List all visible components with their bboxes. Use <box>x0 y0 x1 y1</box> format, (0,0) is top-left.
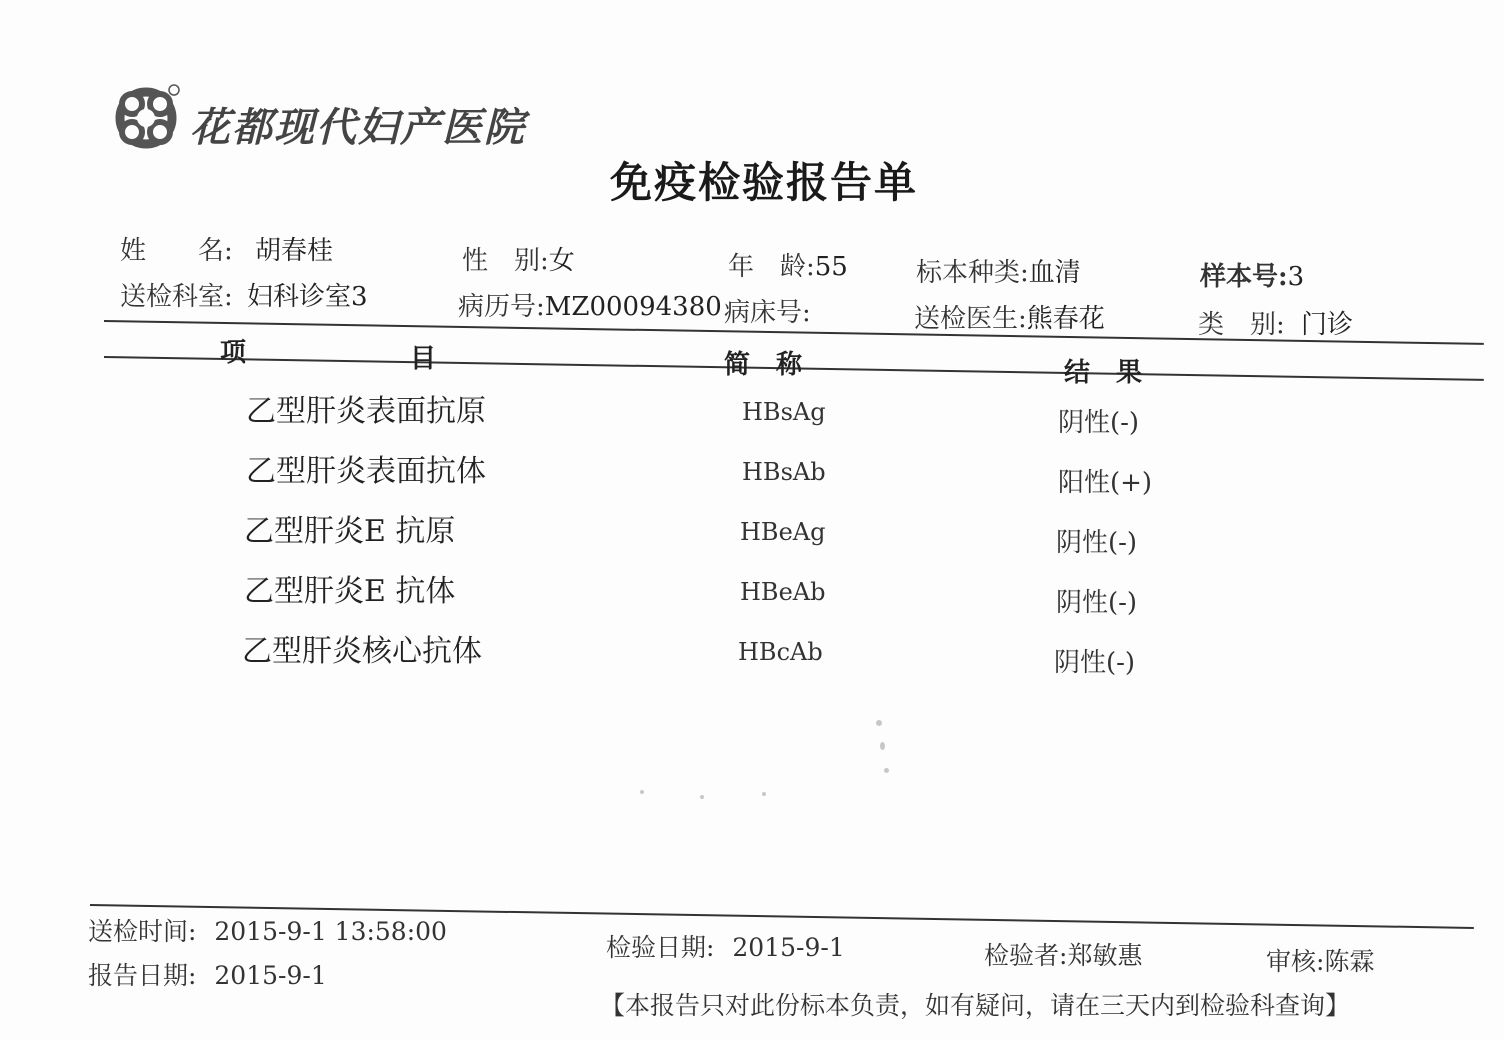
row-2-abbr: HBsAb <box>742 458 826 486</box>
row-3-item: 乙型肝炎E 抗原 <box>244 514 456 549</box>
submit-time-label: 送检时间: <box>88 917 197 946</box>
report-date: 2015-9-1 <box>214 961 327 990</box>
row-5-result: 阴性(-) <box>1054 648 1136 678</box>
disclaimer-notice: 【本报告只对此份标本负责，如有疑问，请在三天内到检验科查询】 <box>600 991 1351 1020</box>
category-field <box>1198 304 1353 341</box>
reviewer-label: 审核: <box>1266 947 1325 976</box>
test-date-label: 检验日期: <box>606 933 715 962</box>
row-3-abbr: HBeAg <box>740 518 826 546</box>
col-header-result: 结 果 <box>1064 358 1143 388</box>
tester-label: 检验者: <box>984 941 1068 970</box>
patient-age: 55 <box>814 252 848 282</box>
age-label: 年 龄: <box>728 252 815 282</box>
row-1-item: 乙型肝炎表面抗原 <box>246 394 486 429</box>
tester-field <box>984 936 1142 972</box>
col-header-abbr: 简 称 <box>724 350 803 380</box>
col-header-item-a: 项 <box>220 338 247 368</box>
scan-speck <box>880 742 885 750</box>
category-label: 类 别: <box>1198 310 1285 340</box>
row-2-result: 阳性(+) <box>1058 468 1153 498</box>
row-1-abbr: HBsAg <box>742 398 826 426</box>
name-field <box>120 230 333 267</box>
department-field <box>120 276 368 313</box>
submit-time-field <box>88 912 447 948</box>
row-4-result: 阴性(-) <box>1056 588 1138 618</box>
scan-speck <box>640 790 644 794</box>
scan-speck <box>876 720 882 726</box>
patient-name: 胡春桂 <box>255 236 334 266</box>
row-5-item: 乙型肝炎核心抗体 <box>242 634 482 669</box>
scan-speck <box>762 792 766 796</box>
gender-field <box>462 240 575 277</box>
record-no: MZ00094380 <box>544 292 722 322</box>
row-5-abbr: HBcAb <box>738 638 823 666</box>
department-label: 送检科室: <box>120 282 233 312</box>
reviewer-field <box>1266 942 1374 978</box>
col-header-item-b: 目 <box>410 344 437 374</box>
record-no-label: 病历号: <box>458 292 545 322</box>
hospital-logo-icon <box>112 82 180 150</box>
doctor-label: 送检医生: <box>914 304 1027 334</box>
gender-label: 性 别: <box>462 246 549 276</box>
reviewer: 陈霖 <box>1324 947 1375 976</box>
specimen-type: 血清 <box>1028 258 1081 288</box>
bed-no-field <box>724 292 811 329</box>
department: 妇科诊室3 <box>247 282 368 312</box>
doctor-field <box>914 298 1105 335</box>
category: 门诊 <box>1301 310 1354 340</box>
submit-time: 2015-9-1 13:58:00 <box>214 917 447 946</box>
scan-speck <box>884 768 889 773</box>
report-title: 免疫检验报告单 <box>610 158 919 207</box>
report-date-field <box>88 956 327 992</box>
row-2-item: 乙型肝炎表面抗体 <box>246 454 486 489</box>
sample-no-label: 样本号: <box>1200 262 1288 292</box>
row-4-item: 乙型肝炎E 抗体 <box>244 574 456 609</box>
bed-no-label: 病床号: <box>724 298 811 328</box>
specimen-type-field <box>916 252 1081 289</box>
row-4-abbr: HBeAb <box>740 578 826 606</box>
hospital-name: 花都现代妇产医院 <box>190 104 526 151</box>
tester: 郑敏惠 <box>1067 941 1143 970</box>
doctor: 熊春花 <box>1026 304 1105 334</box>
scan-speck <box>700 795 704 799</box>
patient-gender: 女 <box>548 246 575 276</box>
row-3-result: 阴性(-) <box>1056 528 1138 558</box>
name-label: 姓 名: <box>120 236 233 266</box>
test-date: 2015-9-1 <box>732 933 845 962</box>
report-date-label: 报告日期: <box>88 961 197 990</box>
sample-no-field <box>1200 256 1304 293</box>
record-no-field <box>458 286 722 323</box>
row-1-result: 阴性(-) <box>1058 408 1140 438</box>
age-field <box>728 246 848 283</box>
test-date-field <box>606 928 845 964</box>
specimen-type-label: 标本种类: <box>916 258 1029 288</box>
sample-no: 3 <box>1287 262 1305 292</box>
